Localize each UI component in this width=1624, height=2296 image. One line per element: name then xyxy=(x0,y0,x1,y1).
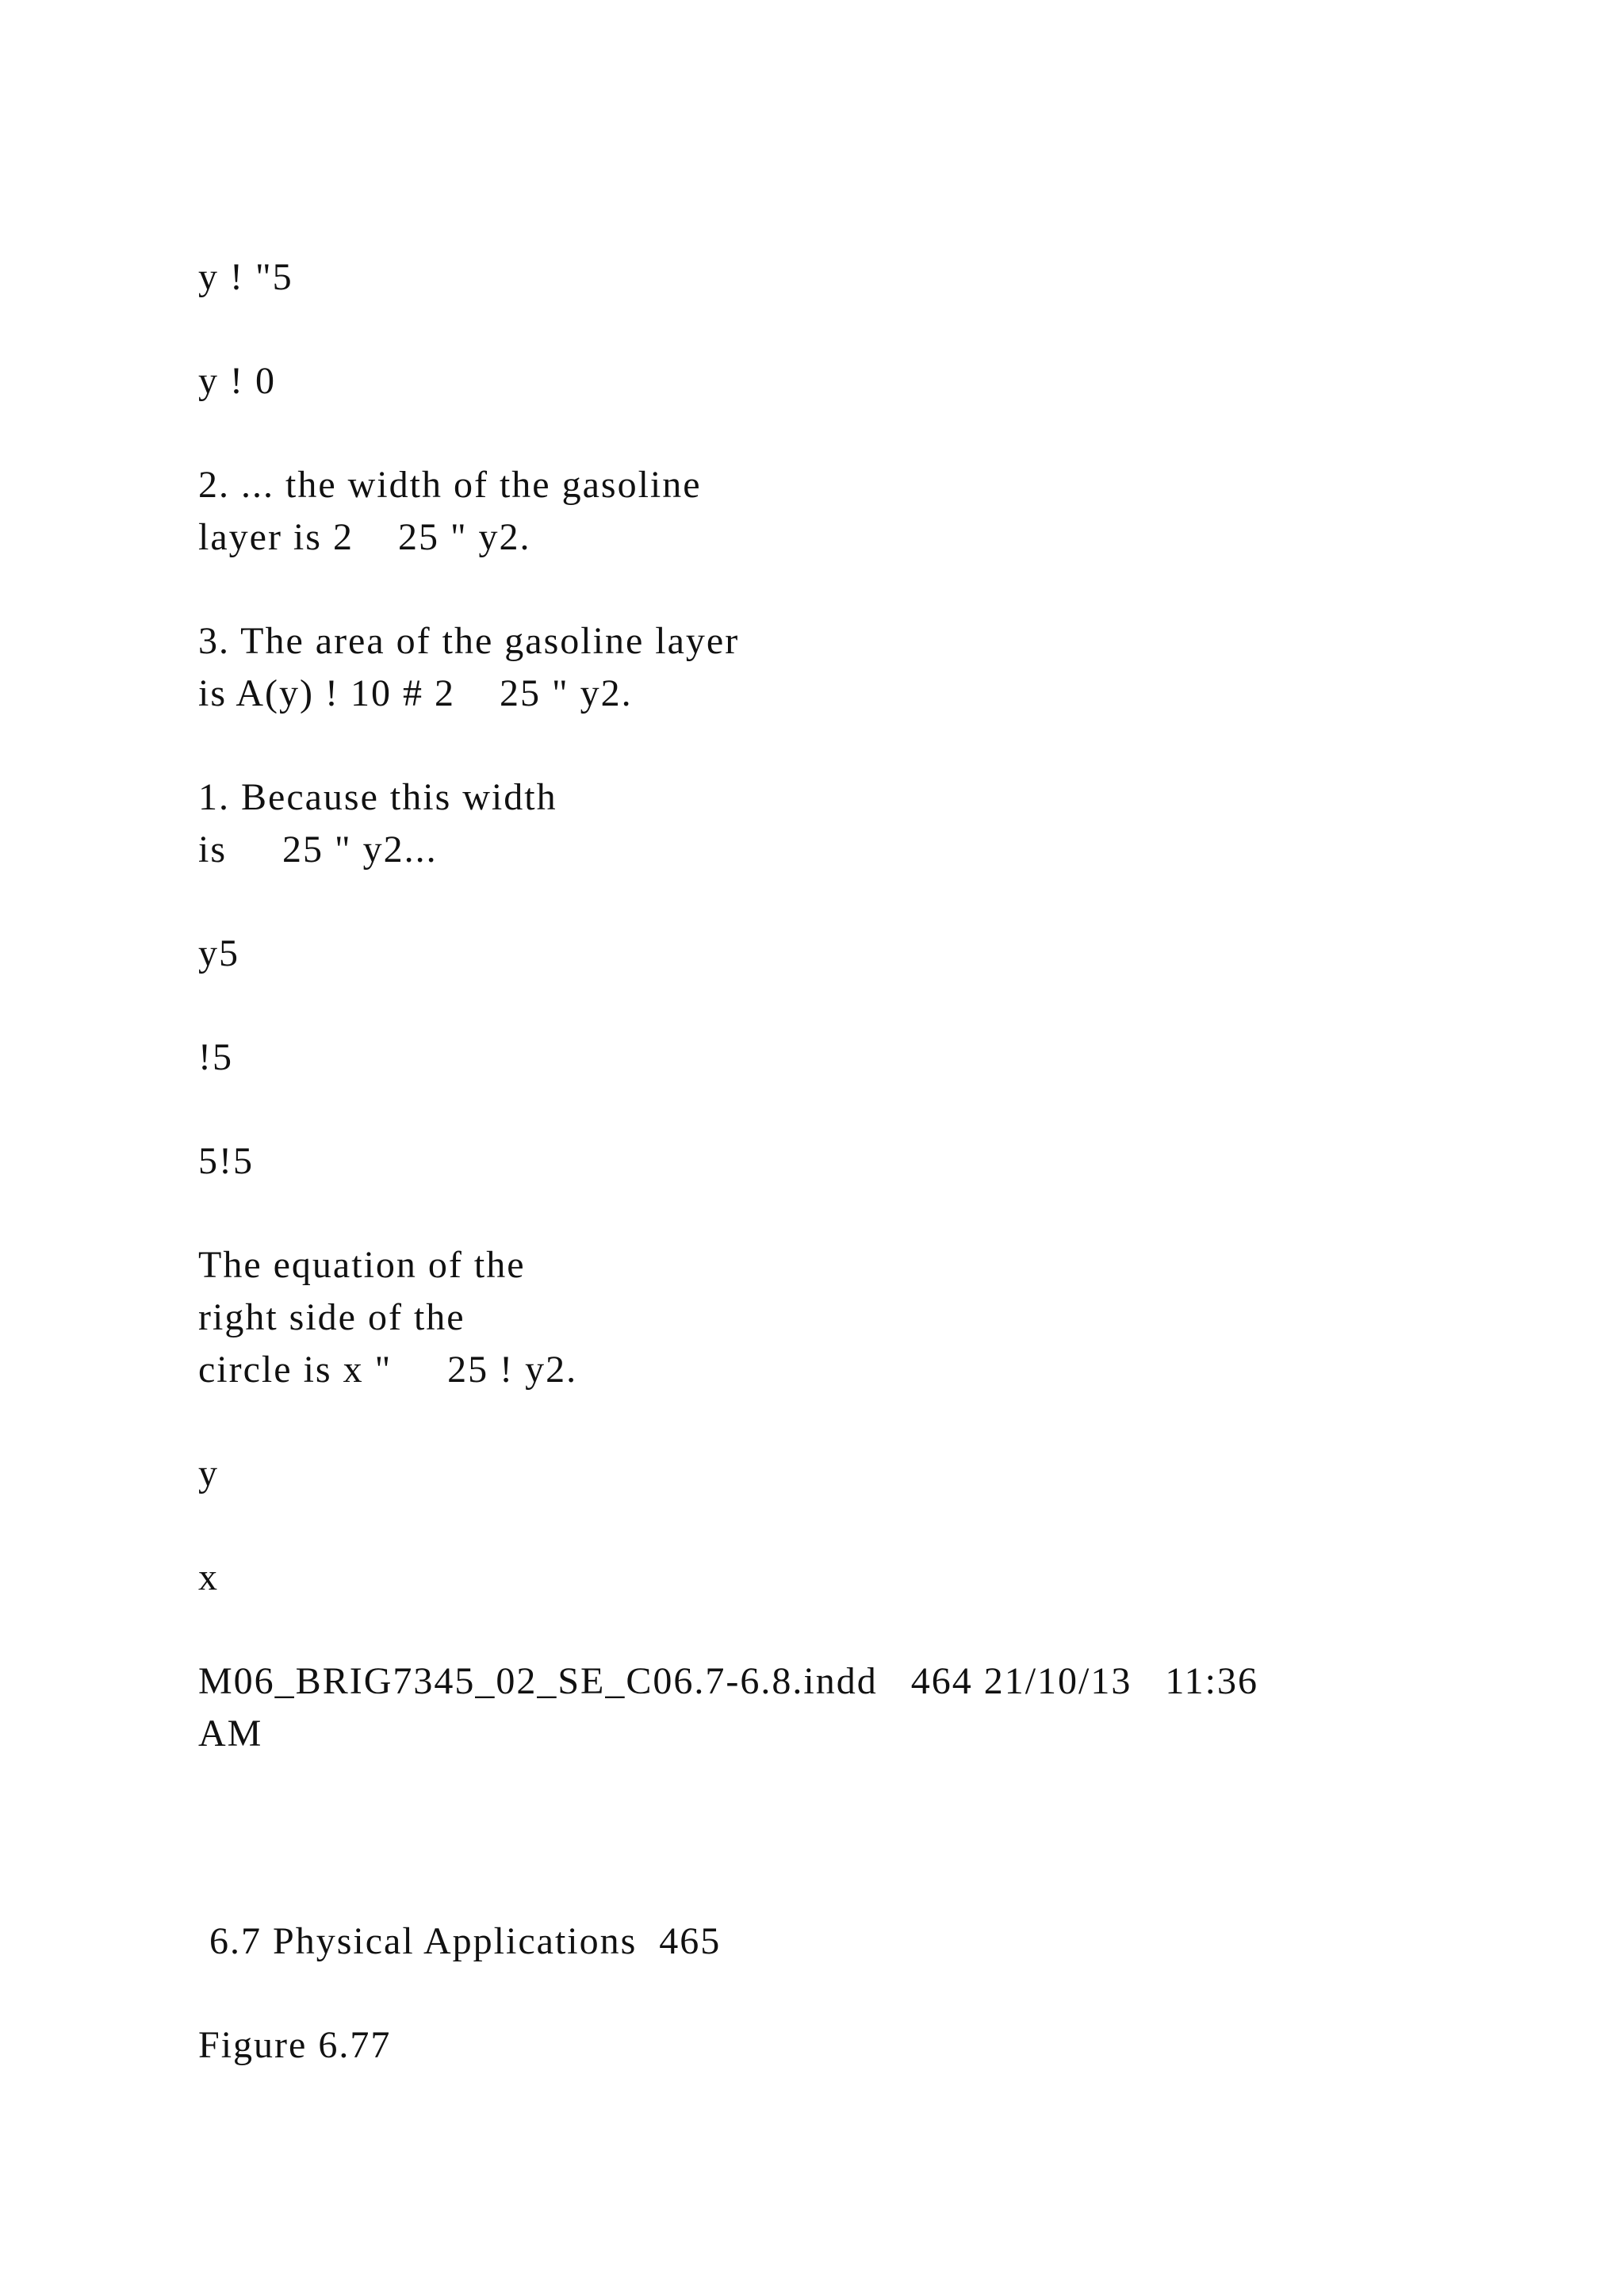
equation-note-line-2: right side of the xyxy=(198,1296,465,1338)
file-slug-line-2: AM xyxy=(198,1712,263,1755)
file-slug-line-1: M06_BRIG7345_02_SE_C06.7-6.8.indd 464 21/10/13 11:36 xyxy=(198,1660,1258,1702)
step-3-line-2: is A(y) ! 10 # 2 25 " y2. xyxy=(198,672,633,714)
step-2-line-1: 2. ... the width of the gasoline xyxy=(198,464,702,506)
running-header: 6.7 Physical Applications 465 xyxy=(198,1920,722,1962)
text-line-5-neg5: 5!5 xyxy=(198,1140,254,1182)
text-line-neg5: !5 xyxy=(198,1036,233,1078)
axis-label-y: y xyxy=(198,1452,219,1494)
step-2-line-2: layer is 2 25 " y2. xyxy=(198,516,531,558)
axis-label-x: x xyxy=(198,1556,219,1598)
step-1-line-2: is 25 " y2... xyxy=(198,828,438,871)
step-1-line-1: 1. Because this width xyxy=(198,776,557,818)
equation-note-line-3: circle is x " 25 ! y2. xyxy=(198,1349,578,1391)
text-line-y-eq-neg5: y ! "5 xyxy=(198,256,293,298)
equation-note-line-1: The equation of the xyxy=(198,1244,526,1286)
step-3-line-1: 3. The area of the gasoline layer xyxy=(198,620,740,662)
text-line-y-eq-0: y ! 0 xyxy=(198,360,276,402)
text-line-y5: y5 xyxy=(198,932,239,974)
figure-label: Figure 6.77 xyxy=(198,2024,392,2066)
